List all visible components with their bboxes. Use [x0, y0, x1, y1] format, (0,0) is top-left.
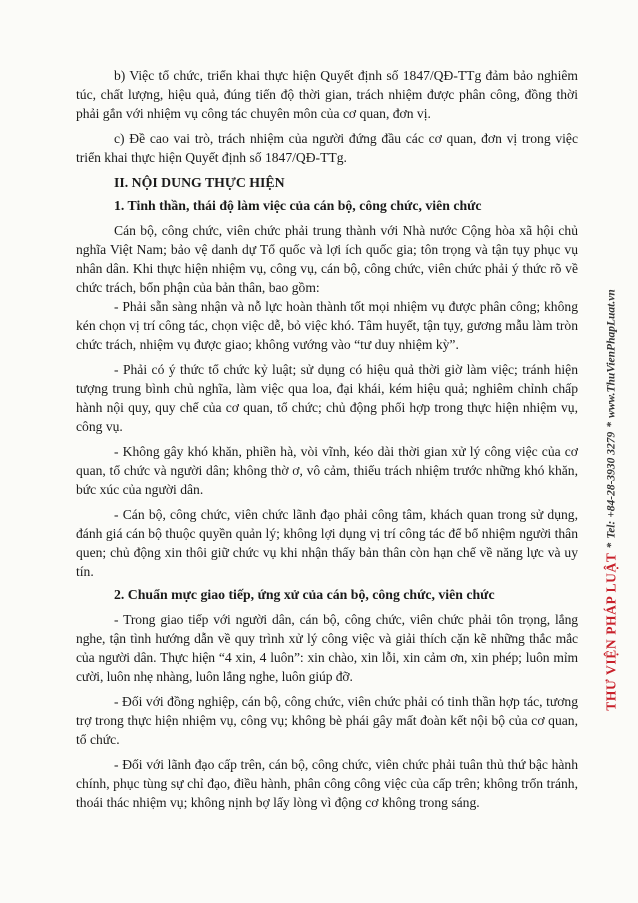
paragraph-2-c: - Đối với lãnh đạo cấp trên, cán bộ, công chức, viên chức phải tuân thủ thứ bậc hành chính, phục tùng sự chỉ đạo, điều hành, phân công công việc của cấp trên; không trốn tránh, thoái thác nhiệm vụ; không nịnh bợ lấy lòng vì động cơ không trong sáng.	[76, 757, 578, 810]
side-watermark	[600, 165, 624, 835]
watermark-star: *	[606, 421, 618, 428]
watermark-phone: Tel: +84-28-3930 3279	[606, 431, 618, 539]
watermark-brand: THƯ VIỆN PHÁP LUẬT	[604, 552, 619, 711]
paragraph-b: b) Việc tổ chức, triển khai thực hiện Quyết định số 1847/QĐ-TTg đảm bảo nghiêm túc, chất lượng, hiệu quả, đúng tiến độ thời gian, trách nhiệm được phân công, đồng thời phải gắn với nhiệm vụ công tác chuyên môn của cơ quan, đơn vị.	[76, 68, 578, 121]
paragraph-c: c) Đề cao vai trò, trách nhiệm của người đứng đầu các cơ quan, đơn vị trong việc triển khai thực hiện Quyết định số 1847/QĐ-TTg.	[76, 131, 578, 165]
section-heading-ii: II. NỘI DUNG THỰC HIỆN	[114, 175, 285, 190]
paragraph-1-d: - Cán bộ, công chức, viên chức lãnh đạo phải công tâm, khách quan trong sử dụng, đánh giá cán bộ thuộc quyền quản lý; không lợi dụng vị trí công tác để bổ nhiệm người thân quen; chủ động xin thôi giữ chức vụ khi nhận thấy bản thân còn hạn chế về năng lực và uy tín.	[76, 507, 578, 579]
paragraph-1-a: - Phải sẵn sàng nhận và nỗ lực hoàn thành tốt mọi nhiệm vụ được phân công; không kén chọn vị trí công tác, chọn việc dễ, bỏ việc khó. Tâm huyết, tận tụy, gương mẫu làm tròn chức trách, nhiệm vụ được giao; không vướng vào “tư duy nhiệm kỳ”.	[76, 299, 578, 352]
paragraph-1-b: - Phải có ý thức tổ chức kỷ luật; sử dụng có hiệu quả thời giờ làm việc; tránh hiện tượng trung bình chủ nghĩa, làm việc qua loa, đại khái, kém hiệu quả; nghiêm chỉnh chấp hành nội quy, quy chế của cơ quan, tổ chức; chủ động phối hợp trong thực hiện nhiệm vụ, công vụ.	[76, 362, 578, 434]
paragraph-2-b: - Đối với đồng nghiệp, cán bộ, công chức, viên chức phải có tinh thần hợp tác, tương trợ trong thực hiện nhiệm vụ, công vụ; không bè phái gây mất đoàn kết nội bộ của cơ quan, tổ chức.	[76, 694, 578, 747]
watermark-star: *	[606, 542, 618, 549]
subsection-heading-1: 1. Tinh thần, thái độ làm việc của cán bộ, công chức, viên chức	[114, 198, 482, 213]
subsection-heading-2: 2. Chuẩn mực giao tiếp, ứng xử của cán bộ, công chức, viên chức	[114, 587, 495, 602]
paragraph-1-intro: Cán bộ, công chức, viên chức phải trung thành với Nhà nước Cộng hòa xã hội chủ nghĩa Việt Nam; bảo vệ danh dự Tổ quốc và lợi ích quốc gia; tôn trọng và tận tụy phục vụ nhân dân. Khi thực hiện nhiệm vụ, công vụ, cán bộ, công chức, viên chức phải ý thức rõ về chức trách, bổn phận của bản thân, bao gồm:	[76, 223, 578, 295]
paragraph-1-c: - Không gây khó khăn, phiền hà, vòi vĩnh, kéo dài thời gian xử lý công việc của cơ quan, tổ chức và người dân; không thờ ơ, vô cảm, thiếu trách nhiệm trước những khó khăn, bức xúc của người dân.	[76, 444, 578, 497]
document-body	[76, 66, 578, 812]
paragraph-2-a: - Trong giao tiếp với người dân, cán bộ, công chức, viên chức phải tôn trọng, lắng nghe, tận tình hướng dẫn về quy trình xử lý công việc và giải thích cặn kẽ những thắc mắc của người dân. Thực hiện “4 xin, 4 luôn”: xin chào, xin lỗi, xin cảm ơn, xin phép; luôn mỉm cười, luôn nhẹ nhàng, luôn lắng nghe, luôn giúp đỡ.	[76, 612, 578, 684]
watermark-site: www.ThuVienPhapLuat.vn	[606, 289, 618, 418]
